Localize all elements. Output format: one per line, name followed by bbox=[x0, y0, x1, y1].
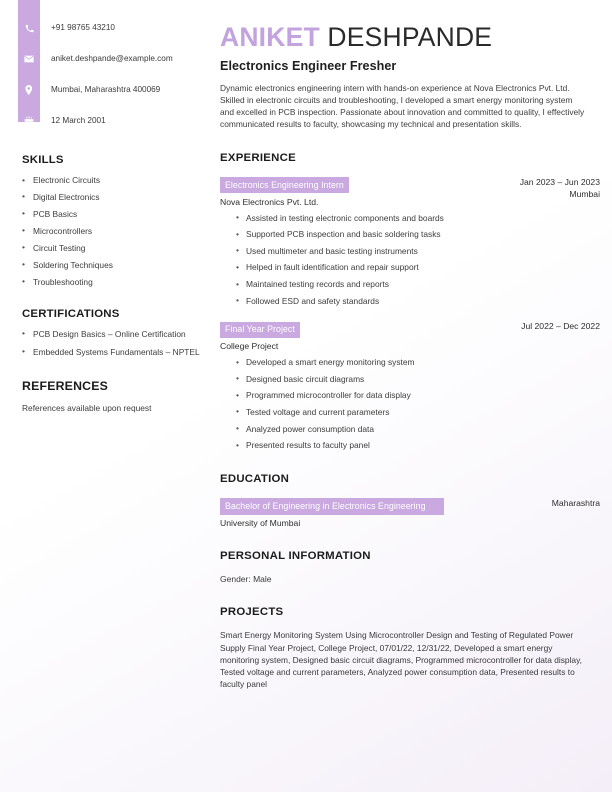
list-item: • Designed basic circuit diagrams bbox=[236, 374, 600, 386]
experience-entry bbox=[220, 175, 600, 307]
contact-value-birthdate: 12 March 2001 bbox=[51, 116, 106, 125]
birthday-cake-icon bbox=[18, 113, 40, 129]
contact-block bbox=[0, 0, 212, 135]
projects-text: Smart Energy Monitoring System Using Microcontroller Design and Testing of Regulated Power Supply Final Year Project, College Project, 07/01/22, 12/31/22, Developed a smart energy monitoring system, Designed basic circuit diagrams, Programmed microcontroller for data display, Tested voltage and current parameters, Analyzed power consumption data, Presented results to faculty panel bbox=[220, 630, 582, 690]
contact-item-birthdate bbox=[0, 113, 212, 135]
list-item: • Electronic Circuits bbox=[22, 175, 200, 187]
education-degree: Bachelor of Engineering in Electronics Engineering bbox=[220, 498, 444, 515]
list-item: • Followed ESD and safety standards bbox=[236, 296, 600, 308]
list-item: • Analyzed power consumption data bbox=[236, 424, 600, 436]
job-role-subtitle: Electronics Engineer Fresher bbox=[220, 59, 397, 73]
list-item: • Assisted in testing electronic components and boards bbox=[236, 213, 600, 225]
list-item: • Presented results to faculty panel bbox=[236, 440, 600, 452]
list-item: • Helped in fault identification and repair support bbox=[236, 262, 600, 274]
experience-meta bbox=[496, 175, 600, 201]
contact-list bbox=[0, 0, 212, 135]
certifications-section bbox=[22, 308, 200, 359]
main-column bbox=[220, 0, 600, 690]
contact-item-email bbox=[0, 51, 212, 73]
list-item: • PCB Basics bbox=[22, 209, 200, 221]
education-entry-left bbox=[220, 496, 444, 530]
contact-item-location bbox=[0, 82, 212, 104]
contact-value-phone: +91 98765 43210 bbox=[51, 23, 115, 32]
education-heading: EDUCATION bbox=[220, 472, 290, 485]
list-item: • Circuit Testing bbox=[22, 243, 200, 255]
experience-bullets bbox=[236, 213, 600, 307]
education-entry bbox=[220, 496, 600, 530]
experience-title: Electronics Engineering Intern bbox=[220, 177, 349, 193]
education-institution: University of Mumbai bbox=[220, 518, 301, 529]
experience-entry-header bbox=[220, 175, 600, 208]
list-item: • Tested voltage and current parameters bbox=[236, 407, 600, 419]
certifications-list bbox=[22, 329, 200, 359]
envelope-icon bbox=[18, 51, 40, 67]
list-item: • Developed a smart energy monitoring system bbox=[236, 357, 600, 369]
experience-entry-left bbox=[220, 175, 349, 208]
contact-item-phone bbox=[0, 20, 212, 42]
list-item: • Used multimeter and basic testing instruments bbox=[236, 246, 600, 258]
experience-meta bbox=[496, 319, 600, 333]
first-name: ANIKET bbox=[220, 22, 320, 52]
list-item: • Troubleshooting bbox=[22, 277, 200, 289]
experience-heading: EXPERIENCE bbox=[220, 151, 296, 164]
list-item: • Supported PCB inspection and basic soldering tasks bbox=[236, 229, 600, 241]
experience-dates: Jul 2022 – Dec 2022 bbox=[521, 321, 600, 332]
professional-summary: Dynamic electronics engineering intern with hands-on experience at Nova Electronics Pvt. Ltd. Skilled in electronic circuits and troubleshooting, I developed a smart energy monitoring system and excelled in PCB inspection. Passionate about innovation and committed to quality, I effectively communicated results to faculty, showcasing my technical and presentation skills. bbox=[220, 83, 585, 129]
list-item: • Soldering Techniques bbox=[22, 260, 200, 272]
list-item: • Digital Electronics bbox=[22, 192, 200, 204]
references-text: References available upon request bbox=[22, 403, 152, 414]
location-pin-icon bbox=[18, 82, 40, 98]
education-entry-header bbox=[220, 496, 600, 530]
experience-bullets bbox=[236, 357, 600, 451]
page-title bbox=[220, 22, 600, 52]
spacer bbox=[220, 312, 600, 319]
references-heading: REFERENCES bbox=[22, 379, 109, 394]
personal-information-heading: PERSONAL INFORMATION bbox=[220, 550, 371, 563]
experience-entry-header bbox=[220, 319, 600, 352]
personal-information-line: Gender: Male bbox=[220, 574, 272, 585]
education-meta bbox=[496, 496, 600, 510]
skills-section bbox=[22, 154, 200, 289]
list-item: • Embedded Systems Fundamentals – NPTEL bbox=[22, 347, 200, 359]
experience-organization: College Project bbox=[220, 341, 279, 352]
list-item: • Microcontrollers bbox=[22, 226, 200, 238]
sidebar bbox=[0, 0, 212, 792]
skills-list bbox=[22, 175, 200, 289]
last-name: DESHPANDE bbox=[319, 22, 493, 52]
list-item: • PCB Design Basics – Online Certification bbox=[22, 329, 200, 341]
certifications-heading: CERTIFICATIONS bbox=[22, 307, 120, 320]
contact-value-email: aniket.deshpande@example.com bbox=[51, 54, 173, 63]
projects-heading: PROJECTS bbox=[220, 606, 284, 619]
education-location: Maharashtra bbox=[551, 497, 600, 508]
contact-value-location: Mumbai, Maharashtra 400069 bbox=[51, 85, 161, 94]
experience-entry bbox=[220, 319, 600, 451]
references-section bbox=[22, 379, 200, 414]
list-item: • Maintained testing records and reports bbox=[236, 279, 600, 291]
phone-icon bbox=[18, 20, 40, 36]
experience-title: Final Year Project bbox=[220, 322, 300, 338]
experience-dates: Jan 2023 – Jun 2023 bbox=[519, 176, 600, 187]
list-item: • Programmed microcontroller for data display bbox=[236, 390, 600, 402]
experience-organization: Nova Electronics Pvt. Ltd. bbox=[220, 196, 319, 207]
experience-entry-left bbox=[220, 319, 300, 352]
skills-heading: SKILLS bbox=[22, 154, 64, 166]
experience-location: Mumbai bbox=[569, 189, 600, 200]
